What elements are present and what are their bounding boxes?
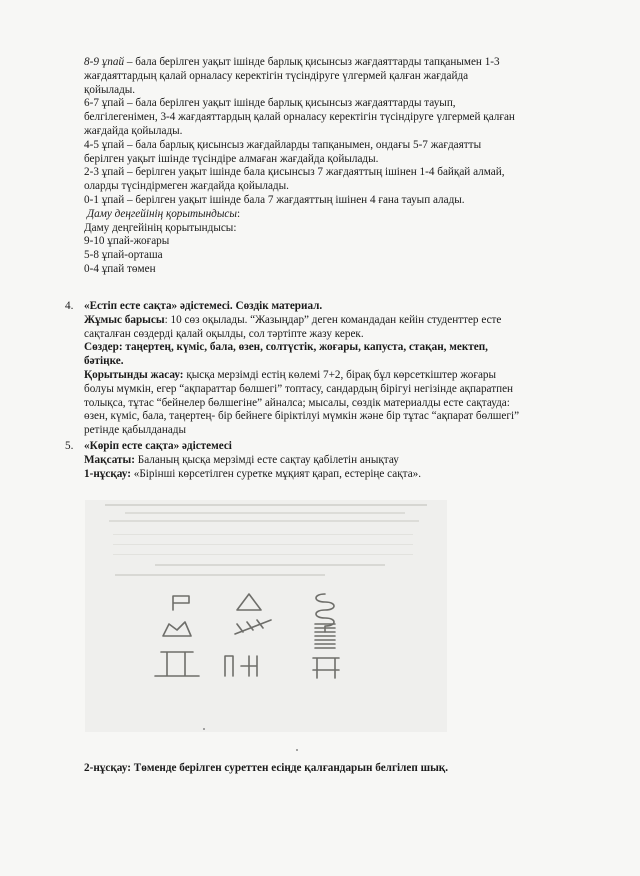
spiral-shape xyxy=(316,594,334,632)
gate-shape xyxy=(313,658,339,678)
faint-line xyxy=(125,512,405,514)
text-line: толықса, тұтас “бейнелер бөлшегіне” айналса; мысалы, сөздік материалды есте сақтауда: xyxy=(84,396,510,409)
text-line: қойылады. xyxy=(84,83,136,96)
text-line: жағдайда қойылады. xyxy=(84,124,183,137)
section-5 xyxy=(84,440,584,481)
text-line: 9-10 ұпай-жоғары xyxy=(84,235,170,248)
text-line: 4-5 ұпай – бала барлық қисынсыз жағдайларды тапқанымен, ондағы 5-7 жағдаятты xyxy=(84,138,482,151)
list-number: 5. xyxy=(65,440,74,452)
triangle-shape xyxy=(237,594,261,610)
section-title: «Көріп есте сақта» әдістемесі xyxy=(84,440,232,452)
faint-line xyxy=(109,520,419,522)
variant-2-line: 2-нұсқау: Төменде берілген суреттен есіңде қалғандарын белгілеп шық. xyxy=(84,762,449,774)
text-line: берілген уақыт ішінде түсіндіре алмаған жағдайда қойылады. xyxy=(84,152,379,165)
text-line: 2-3 ұпай – берілген уақыт ішінде бала қисынсыз 7 жағдаяттың ішінен 1-4 байқай алмай, xyxy=(84,166,505,179)
variant-label: 1-нұсқау: xyxy=(84,467,131,480)
words-line: Сөздер: таңертең, күміс, бала, өзен, солтүстік, жоғары, капуста, стақан, мектеп, xyxy=(84,341,488,354)
zigzag-shape xyxy=(315,624,335,648)
section-title: «Естіп есте сақта» әдістемесі. Сөздік материал. xyxy=(84,300,323,312)
section-4 xyxy=(84,300,584,438)
flag-shape xyxy=(173,596,189,610)
crossed-line-shape xyxy=(235,620,271,634)
text-line: белгілегенімен, 3-4 жағдаяттардың қалай орналасу керектігін түсіндіруге үлгермей қалған xyxy=(84,111,515,124)
text-span: Баланың қысқа мерзімді есте сақтау қабілетін анықтау xyxy=(134,453,399,466)
text-line: жағдаяттардың қалай орналасу керектігін түсіндіруге үлгермей қалған жағдайда xyxy=(84,69,469,82)
summary-heading: Даму деңгейінің қорытындысы xyxy=(87,207,237,220)
summary-label: Қорытынды жасау: xyxy=(84,368,184,381)
figure-drawing xyxy=(85,500,447,732)
text-line: 6-7 ұпай – бала берілген уақыт ішінде барлық қисынсыз жағдаяттарды тауып, xyxy=(84,97,456,110)
text-line: 0-4 ұпай төмен xyxy=(84,262,156,275)
crown-shape xyxy=(163,622,191,636)
letters-shape xyxy=(225,656,257,676)
text-span: – бала берілген уақыт ішінде барлық қисынсыз жағдаяттарды тапқанымен 1-3 xyxy=(124,56,500,68)
scan-speck xyxy=(203,728,205,730)
faint-line xyxy=(113,554,413,555)
text-span: қысқа мерзімді естің көлемі 7+2, бірақ бұл көрсеткіштер жоғары xyxy=(183,368,497,381)
text-span: : 10 сөз оқылады. “Жазыңдар” деген командадан кейін студенттер есте xyxy=(164,313,502,326)
goal-label: Мақсаты: xyxy=(84,453,135,466)
scanned-figure xyxy=(85,500,447,732)
text-span: «Бірінші көрсетілген суретке мұқият қарап, естеріңе сақта». xyxy=(130,467,422,480)
text-line: 0-1 ұпай – берілген уақыт ішінде бала 7 жағдаяттың ішінен 4 ғана тауып алады. xyxy=(84,193,465,206)
faint-line xyxy=(113,544,413,545)
text-line: Даму деңгейінің қорытындысы: xyxy=(84,221,237,234)
faint-line xyxy=(155,564,385,566)
text-line xyxy=(84,314,584,328)
text-line: оларды түсіндірмеген жағдайда қойылады. xyxy=(84,180,289,193)
text-line xyxy=(84,468,584,482)
scoring-block xyxy=(84,56,584,277)
list-number: 4. xyxy=(65,300,74,312)
table-shape xyxy=(155,652,199,676)
faint-line xyxy=(113,534,413,535)
text-span: : xyxy=(236,207,241,220)
score-label: 8-9 ұпай xyxy=(84,56,125,68)
words-line: бәтіңке. xyxy=(84,355,124,368)
text-line xyxy=(84,56,584,70)
text-line: 5-8 ұпай-орташа xyxy=(84,249,163,262)
text-line xyxy=(84,369,584,383)
text-line: өзен, күміс, бала, таңертең- бір бейнеге біріктілуі мүмкін және бір тұтас “ақпарат бөлшегі” xyxy=(84,410,520,423)
work-label: Жұмыс барысы xyxy=(84,313,165,326)
faint-line xyxy=(115,574,325,576)
faint-line xyxy=(105,504,427,506)
text-line: ретінде қабылданады xyxy=(84,424,187,437)
text-line xyxy=(84,454,584,468)
text-line: болуы мүмкін, егер “ақпараттар бөлшегі” топтасу, сандардың бірігуі негізінде ақпаратпен xyxy=(84,382,514,395)
scan-speck xyxy=(296,749,298,751)
text-line: сақталған сөздерді қалай оқылды, сол тәртіпте жазу керек. xyxy=(84,327,364,340)
text-line xyxy=(84,208,584,222)
